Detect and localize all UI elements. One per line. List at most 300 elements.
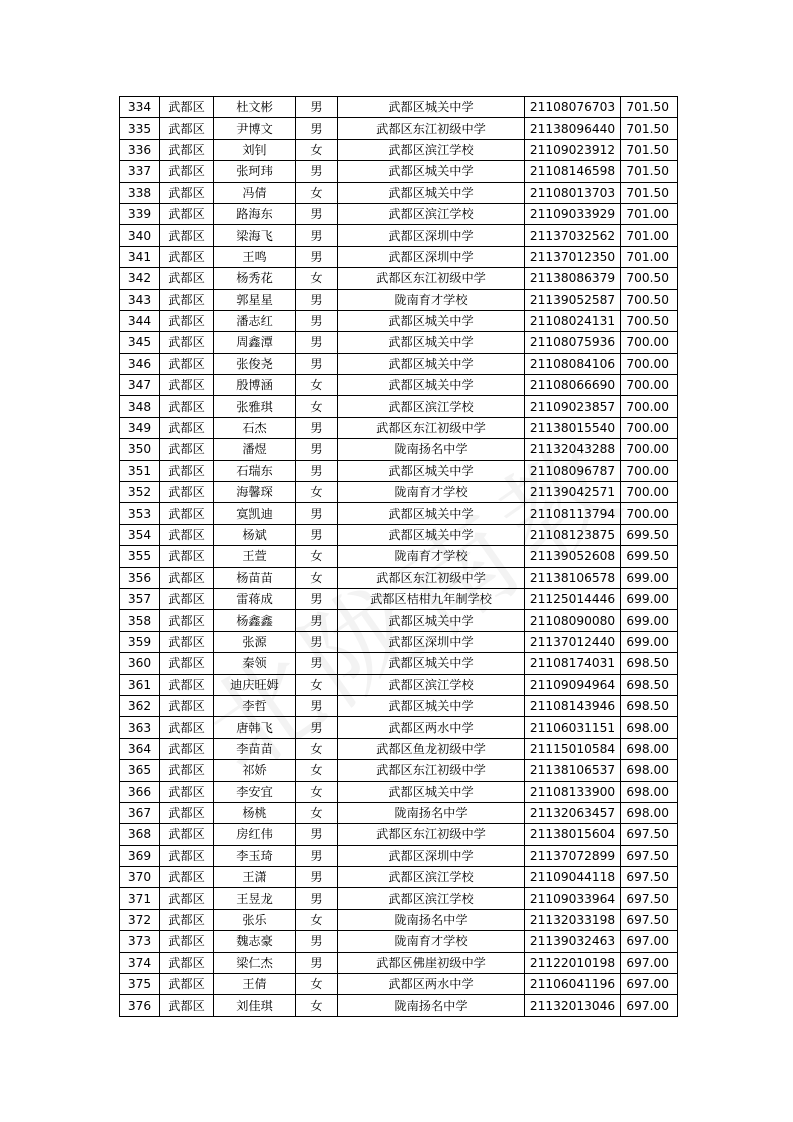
exam-number: 21108123875 <box>525 524 621 545</box>
score: 697.50 <box>621 824 678 845</box>
student-name: 郭星星 <box>214 289 296 310</box>
table-row <box>120 909 678 930</box>
student-name: 周鑫潭 <box>214 332 296 353</box>
score: 701.50 <box>621 97 678 118</box>
district: 武都区 <box>160 674 214 695</box>
school: 武都区城关中学 <box>338 97 525 118</box>
district: 武都区 <box>160 888 214 909</box>
row-number: 375 <box>120 974 160 995</box>
score: 698.00 <box>621 760 678 781</box>
score: 701.00 <box>621 225 678 246</box>
district: 武都区 <box>160 974 214 995</box>
exam-number: 21108076703 <box>525 97 621 118</box>
gender: 男 <box>296 439 338 460</box>
student-name: 尹博文 <box>214 118 296 139</box>
gender: 男 <box>296 97 338 118</box>
district: 武都区 <box>160 139 214 160</box>
row-number: 362 <box>120 695 160 716</box>
student-name: 梁仁杰 <box>214 952 296 973</box>
school: 武都区深圳中学 <box>338 631 525 652</box>
school: 武都区滨江学校 <box>338 396 525 417</box>
table-row <box>120 546 678 567</box>
row-number: 369 <box>120 845 160 866</box>
exam-number: 21109033964 <box>525 888 621 909</box>
table-row <box>120 931 678 952</box>
school: 陇南育才学校 <box>338 546 525 567</box>
school: 武都区城关中学 <box>338 332 525 353</box>
table-row <box>120 139 678 160</box>
school: 武都区桔柑九年制学校 <box>338 588 525 609</box>
score: 700.00 <box>621 503 678 524</box>
score: 698.50 <box>621 674 678 695</box>
student-name: 殷博涵 <box>214 375 296 396</box>
exam-number: 21108113794 <box>525 503 621 524</box>
row-number: 353 <box>120 503 160 524</box>
gender: 女 <box>296 909 338 930</box>
gender: 女 <box>296 995 338 1016</box>
school: 陇南扬名中学 <box>338 439 525 460</box>
student-name: 王倩 <box>214 974 296 995</box>
school: 武都区城关中学 <box>338 653 525 674</box>
score: 697.00 <box>621 995 678 1016</box>
school: 武都区滨江学校 <box>338 867 525 888</box>
school: 武都区东江初级中学 <box>338 417 525 438</box>
exam-number: 21108143946 <box>525 695 621 716</box>
gender: 女 <box>296 567 338 588</box>
row-number: 342 <box>120 268 160 289</box>
gender: 男 <box>296 246 338 267</box>
gender: 男 <box>296 289 338 310</box>
score: 699.50 <box>621 546 678 567</box>
district: 武都区 <box>160 482 214 503</box>
gender: 男 <box>296 524 338 545</box>
table-row <box>120 268 678 289</box>
district: 武都区 <box>160 781 214 802</box>
exam-number: 21139042571 <box>525 482 621 503</box>
student-name: 张雅琪 <box>214 396 296 417</box>
table-row <box>120 995 678 1016</box>
district: 武都区 <box>160 439 214 460</box>
table-row <box>120 161 678 182</box>
gender: 女 <box>296 546 338 567</box>
row-number: 354 <box>120 524 160 545</box>
school: 武都区佛崖初级中学 <box>338 952 525 973</box>
school: 陇南扬名中学 <box>338 995 525 1016</box>
student-name: 杨秀花 <box>214 268 296 289</box>
row-number: 356 <box>120 567 160 588</box>
school: 武都区城关中学 <box>338 182 525 203</box>
exam-number: 21109023857 <box>525 396 621 417</box>
district: 武都区 <box>160 546 214 567</box>
student-name: 李玉琦 <box>214 845 296 866</box>
gender: 女 <box>296 781 338 802</box>
table-row <box>120 760 678 781</box>
student-name: 张乐 <box>214 909 296 930</box>
gender: 男 <box>296 931 338 952</box>
table-row <box>120 524 678 545</box>
district: 武都区 <box>160 246 214 267</box>
district: 武都区 <box>160 824 214 845</box>
table-row <box>120 396 678 417</box>
district: 武都区 <box>160 802 214 823</box>
student-name: 张源 <box>214 631 296 652</box>
district: 武都区 <box>160 931 214 952</box>
table-row <box>120 802 678 823</box>
score: 698.00 <box>621 781 678 802</box>
school: 武都区城关中学 <box>338 524 525 545</box>
gender: 男 <box>296 867 338 888</box>
table-row <box>120 867 678 888</box>
table-row <box>120 203 678 224</box>
exam-number: 21108146598 <box>525 161 621 182</box>
student-name: 杜文彬 <box>214 97 296 118</box>
exam-number: 21137012440 <box>525 631 621 652</box>
score: 700.00 <box>621 375 678 396</box>
score: 699.00 <box>621 631 678 652</box>
gender: 男 <box>296 631 338 652</box>
school: 武都区滨江学校 <box>338 139 525 160</box>
gender: 女 <box>296 974 338 995</box>
exam-number: 21122010198 <box>525 952 621 973</box>
table-row <box>120 738 678 759</box>
table-row <box>120 674 678 695</box>
gender: 男 <box>296 332 338 353</box>
student-name: 梁海飞 <box>214 225 296 246</box>
student-name: 李安宜 <box>214 781 296 802</box>
gender: 女 <box>296 268 338 289</box>
district: 武都区 <box>160 289 214 310</box>
table-row <box>120 888 678 909</box>
row-number: 341 <box>120 246 160 267</box>
score: 697.50 <box>621 909 678 930</box>
district: 武都区 <box>160 567 214 588</box>
gender: 女 <box>296 738 338 759</box>
school: 武都区城关中学 <box>338 353 525 374</box>
school: 武都区滨江学校 <box>338 203 525 224</box>
district: 武都区 <box>160 97 214 118</box>
score: 698.00 <box>621 738 678 759</box>
row-number: 335 <box>120 118 160 139</box>
gender: 男 <box>296 653 338 674</box>
school: 武都区城关中学 <box>338 503 525 524</box>
exam-number: 21139052587 <box>525 289 621 310</box>
exam-number: 21106041196 <box>525 974 621 995</box>
district: 武都区 <box>160 952 214 973</box>
table-row <box>120 182 678 203</box>
school: 武都区城关中学 <box>338 310 525 331</box>
row-number: 336 <box>120 139 160 160</box>
table-row <box>120 375 678 396</box>
row-number: 374 <box>120 952 160 973</box>
table-row <box>120 289 678 310</box>
exam-number: 21115010584 <box>525 738 621 759</box>
student-name: 寞凯迪 <box>214 503 296 524</box>
row-number: 349 <box>120 417 160 438</box>
exam-number: 21108096787 <box>525 460 621 481</box>
score: 701.50 <box>621 139 678 160</box>
district: 武都区 <box>160 717 214 738</box>
row-number: 366 <box>120 781 160 802</box>
gender: 女 <box>296 375 338 396</box>
gender: 女 <box>296 760 338 781</box>
student-name: 房红伟 <box>214 824 296 845</box>
student-name: 迪庆旺姆 <box>214 674 296 695</box>
district: 武都区 <box>160 909 214 930</box>
student-name: 石瑞东 <box>214 460 296 481</box>
table-row <box>120 503 678 524</box>
exam-number: 21139052608 <box>525 546 621 567</box>
score: 701.00 <box>621 246 678 267</box>
district: 武都区 <box>160 867 214 888</box>
score: 700.00 <box>621 460 678 481</box>
table-row <box>120 824 678 845</box>
exam-number: 21132043288 <box>525 439 621 460</box>
gender: 男 <box>296 161 338 182</box>
score: 698.00 <box>621 802 678 823</box>
student-name: 李苗苗 <box>214 738 296 759</box>
gender: 男 <box>296 460 338 481</box>
district: 武都区 <box>160 631 214 652</box>
gender: 男 <box>296 717 338 738</box>
row-number: 365 <box>120 760 160 781</box>
school: 武都区两水中学 <box>338 974 525 995</box>
score: 699.00 <box>621 610 678 631</box>
student-name: 海馨琛 <box>214 482 296 503</box>
exam-number: 21132063457 <box>525 802 621 823</box>
district: 武都区 <box>160 653 214 674</box>
exam-number: 21132033198 <box>525 909 621 930</box>
school: 武都区城关中学 <box>338 375 525 396</box>
score: 700.00 <box>621 439 678 460</box>
table-row <box>120 631 678 652</box>
gender: 男 <box>296 225 338 246</box>
score: 700.00 <box>621 353 678 374</box>
exam-number: 21137012350 <box>525 246 621 267</box>
row-number: 345 <box>120 332 160 353</box>
student-name: 秦领 <box>214 653 296 674</box>
school: 武都区东江初级中学 <box>338 118 525 139</box>
school: 武都区城关中学 <box>338 781 525 802</box>
student-name: 王萱 <box>214 546 296 567</box>
gender: 男 <box>296 952 338 973</box>
table-row <box>120 417 678 438</box>
district: 武都区 <box>160 396 214 417</box>
exam-number: 21138086379 <box>525 268 621 289</box>
row-number: 340 <box>120 225 160 246</box>
exam-number: 21108133900 <box>525 781 621 802</box>
district: 武都区 <box>160 203 214 224</box>
row-number: 373 <box>120 931 160 952</box>
school: 陇南扬名中学 <box>338 802 525 823</box>
gender: 男 <box>296 417 338 438</box>
row-number: 367 <box>120 802 160 823</box>
exam-number: 21137072899 <box>525 845 621 866</box>
row-number: 352 <box>120 482 160 503</box>
exam-number: 21106031151 <box>525 717 621 738</box>
exam-number: 21108075936 <box>525 332 621 353</box>
row-number: 376 <box>120 995 160 1016</box>
school: 武都区深圳中学 <box>338 845 525 866</box>
score: 697.00 <box>621 974 678 995</box>
student-name: 魏志豪 <box>214 931 296 952</box>
score: 700.00 <box>621 417 678 438</box>
gender: 女 <box>296 674 338 695</box>
score: 698.00 <box>621 717 678 738</box>
exam-number: 21138106537 <box>525 760 621 781</box>
score: 700.00 <box>621 396 678 417</box>
row-number: 361 <box>120 674 160 695</box>
student-name: 李哲 <box>214 695 296 716</box>
district: 武都区 <box>160 695 214 716</box>
row-number: 358 <box>120 610 160 631</box>
score: 700.50 <box>621 289 678 310</box>
district: 武都区 <box>160 225 214 246</box>
student-name: 冯倩 <box>214 182 296 203</box>
score: 697.50 <box>621 867 678 888</box>
district: 武都区 <box>160 161 214 182</box>
school: 武都区两水中学 <box>338 717 525 738</box>
school: 武都区东江初级中学 <box>338 268 525 289</box>
table-row <box>120 781 678 802</box>
school: 武都区深圳中学 <box>338 246 525 267</box>
score: 697.00 <box>621 931 678 952</box>
gender: 男 <box>296 353 338 374</box>
row-number: 371 <box>120 888 160 909</box>
district: 武都区 <box>160 760 214 781</box>
score: 701.50 <box>621 182 678 203</box>
exam-number: 21109044118 <box>525 867 621 888</box>
school: 武都区城关中学 <box>338 161 525 182</box>
exam-number: 21138015604 <box>525 824 621 845</box>
student-name: 唐韩飞 <box>214 717 296 738</box>
row-number: 370 <box>120 867 160 888</box>
row-number: 344 <box>120 310 160 331</box>
school: 武都区东江初级中学 <box>338 567 525 588</box>
score: 699.50 <box>621 524 678 545</box>
gender: 男 <box>296 503 338 524</box>
exam-number: 21125014446 <box>525 588 621 609</box>
student-name: 张珂玮 <box>214 161 296 182</box>
score: 698.50 <box>621 653 678 674</box>
score: 697.50 <box>621 888 678 909</box>
gender: 男 <box>296 888 338 909</box>
exam-number: 21137032562 <box>525 225 621 246</box>
row-number: 355 <box>120 546 160 567</box>
school: 武都区城关中学 <box>338 695 525 716</box>
table-row <box>120 653 678 674</box>
student-name: 王鸣 <box>214 246 296 267</box>
student-name: 祁娇 <box>214 760 296 781</box>
table-row <box>120 952 678 973</box>
row-number: 334 <box>120 97 160 118</box>
row-number: 338 <box>120 182 160 203</box>
row-number: 346 <box>120 353 160 374</box>
gender: 男 <box>296 118 338 139</box>
gender: 男 <box>296 588 338 609</box>
student-name: 杨苗苗 <box>214 567 296 588</box>
district: 武都区 <box>160 460 214 481</box>
student-name: 杨桃 <box>214 802 296 823</box>
exam-number: 21138106578 <box>525 567 621 588</box>
table-row <box>120 332 678 353</box>
table-row <box>120 845 678 866</box>
exam-number: 21109094964 <box>525 674 621 695</box>
row-number: 337 <box>120 161 160 182</box>
row-number: 343 <box>120 289 160 310</box>
gender: 女 <box>296 139 338 160</box>
score: 699.00 <box>621 588 678 609</box>
school: 武都区城关中学 <box>338 460 525 481</box>
student-name: 王昱龙 <box>214 888 296 909</box>
row-number: 347 <box>120 375 160 396</box>
exam-number: 21108066690 <box>525 375 621 396</box>
school: 陇南育才学校 <box>338 482 525 503</box>
score: 698.50 <box>621 695 678 716</box>
row-number: 359 <box>120 631 160 652</box>
exam-number: 21138096440 <box>525 118 621 139</box>
gender: 女 <box>296 482 338 503</box>
school: 武都区东江初级中学 <box>338 824 525 845</box>
table-row <box>120 567 678 588</box>
exam-number: 21132013046 <box>525 995 621 1016</box>
student-name: 雷蒋成 <box>214 588 296 609</box>
table-row <box>120 353 678 374</box>
gender: 男 <box>296 845 338 866</box>
row-number: 357 <box>120 588 160 609</box>
district: 武都区 <box>160 332 214 353</box>
school: 武都区鱼龙初级中学 <box>338 738 525 759</box>
table-row <box>120 717 678 738</box>
table-row <box>120 225 678 246</box>
district: 武都区 <box>160 524 214 545</box>
score: 700.00 <box>621 332 678 353</box>
student-name: 张俊尧 <box>214 353 296 374</box>
student-name: 刘佳琪 <box>214 995 296 1016</box>
exam-number: 21109033929 <box>525 203 621 224</box>
student-name: 王潇 <box>214 867 296 888</box>
score: 701.00 <box>621 203 678 224</box>
exam-number: 21139032463 <box>525 931 621 952</box>
school: 武都区东江初级中学 <box>338 760 525 781</box>
row-number: 372 <box>120 909 160 930</box>
student-name: 刘钊 <box>214 139 296 160</box>
table-row <box>120 610 678 631</box>
district: 武都区 <box>160 310 214 331</box>
district: 武都区 <box>160 995 214 1016</box>
score: 700.00 <box>621 482 678 503</box>
school: 武都区深圳中学 <box>338 225 525 246</box>
student-name: 潘志红 <box>214 310 296 331</box>
score: 701.50 <box>621 118 678 139</box>
school: 陇南育才学校 <box>338 931 525 952</box>
score: 701.50 <box>621 161 678 182</box>
gender: 男 <box>296 203 338 224</box>
school: 陇南扬名中学 <box>338 909 525 930</box>
student-name: 杨鑫鑫 <box>214 610 296 631</box>
district: 武都区 <box>160 353 214 374</box>
gender: 女 <box>296 182 338 203</box>
table-row <box>120 118 678 139</box>
district: 武都区 <box>160 118 214 139</box>
district: 武都区 <box>160 182 214 203</box>
district: 武都区 <box>160 738 214 759</box>
district: 武都区 <box>160 610 214 631</box>
row-number: 368 <box>120 824 160 845</box>
table-row <box>120 974 678 995</box>
gender: 男 <box>296 824 338 845</box>
row-number: 363 <box>120 717 160 738</box>
exam-number: 21109023912 <box>525 139 621 160</box>
